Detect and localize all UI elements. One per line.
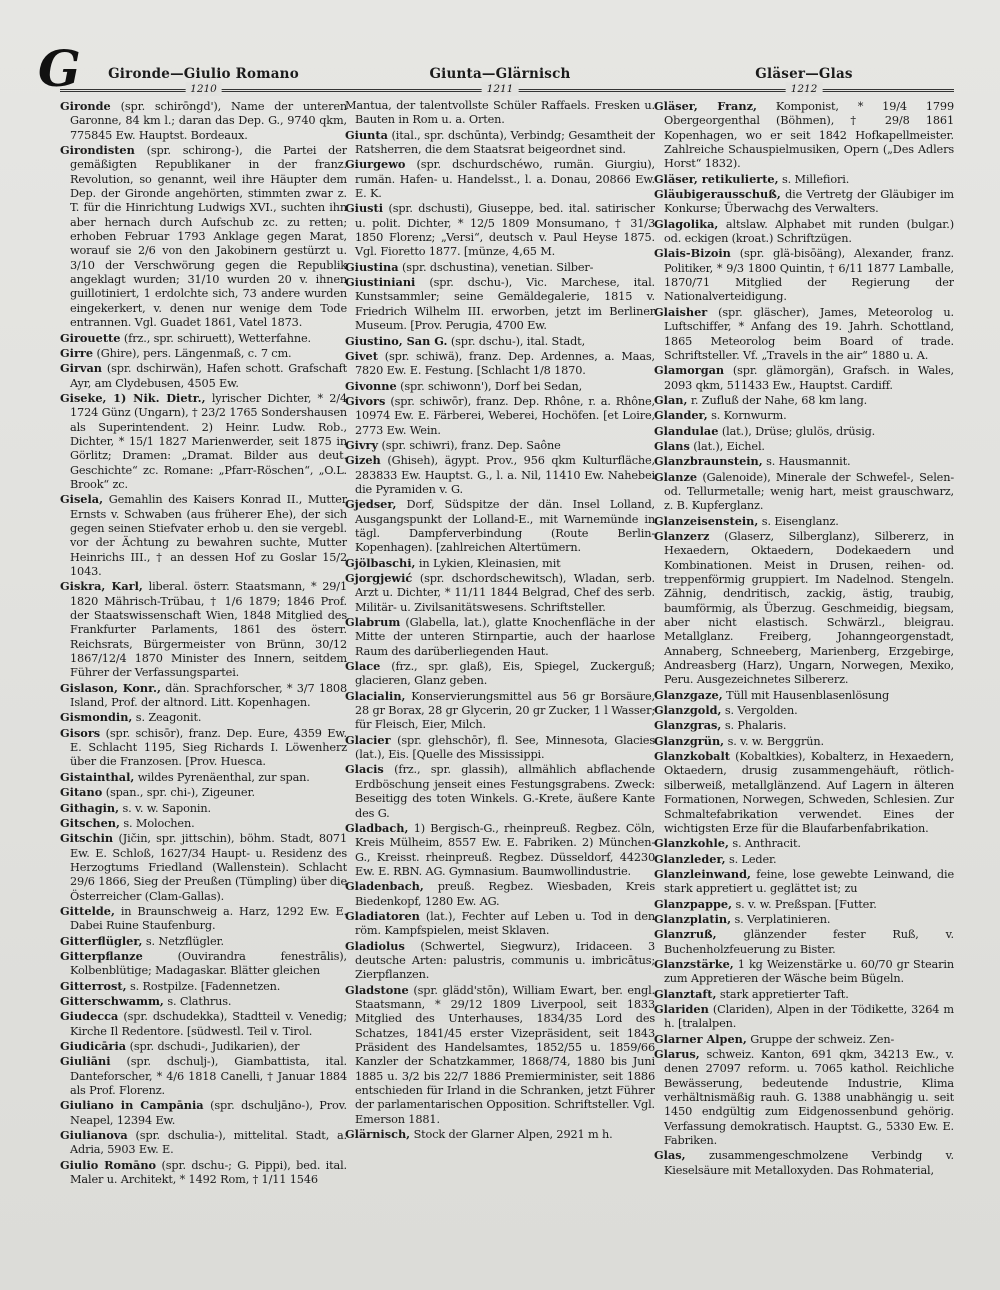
entry-text: (spr. dschu-), Vic. Marchese, ital. Kunstsammler; seine Gemäldegalerie, 1815 v. Friedrich Wilhelm III. erworben, jetzt im Berliner Museum. [Prov. Perugia, 4700 Ew. — [355, 276, 655, 333]
entry-text: (spr. schiwä), franz. Dep. Ardennes, a. Maas, 7820 Ew. E. Festung. [Schlacht 1/8 1870. — [355, 349, 655, 378]
entry-text: feine, lose gewebte Leinwand, die stark appretiert u. geglättet ist; zu — [664, 867, 954, 896]
column-header: Giunta—Glärnisch — [429, 66, 571, 82]
dictionary-entry — [345, 157, 655, 201]
entry-text: (spr. dschuljāno-), Prov. Neapel, 12394 Ew. — [70, 1099, 347, 1127]
entry-headword: Gladbach, — [345, 820, 409, 835]
dictionary-entry — [345, 762, 655, 820]
page-number: 1210 — [185, 82, 222, 96]
dictionary-entry — [654, 1002, 954, 1032]
entry-text: (Glaserz, Silberglanz), Silbererz, in Hexaedern, Oktaedern, Dodekaedern und Kombinationen. Meist in Drusen, reihen- od. treppenförmig gruppiert. Im Nadelnod. Stengeln. Zähnig, dendritisch, zackig, ästig, traubig, baumförmig, als Überzug. Geschmeidig, biegsam, aber nicht elastisch. Schwärzl., bleigrau. Metallglanz. Freiberg, Johanngeorgenstadt, Annaberg, Schneeberg, Marienberg, Erzgebirge, Andreasberg (Harz), Ungarn, Norwegen, Mexiko, Peru. Ausgezeichnetes Silbererz. — [664, 529, 954, 687]
dictionary-entry — [654, 897, 954, 912]
dictionary-entry — [654, 927, 954, 957]
entry-text: Komponist, * 19/4 1799 Obergeorgenthal (Böhmen), † 29/8 1861 Kopenhagen, wo er seit 1842 Hofkapellmeister. Zahlreiche Schauspielmusiken, Opern („Des Adlers Horst“ 1832). — [664, 100, 954, 171]
dictionary-entry — [60, 785, 347, 800]
entry-headword: Glace — [345, 659, 381, 674]
entry-text: (frz., spr. glassih), allmählich abflachende Erdböschung jenseit eines Festungsgrabens. Zweck: Beseitigg des toten Winkels. G.-Krete, äußere Kante des G. — [355, 763, 655, 820]
dictionary-entry — [60, 801, 347, 816]
entry-headword: Gironde — [60, 99, 111, 113]
dictionary-entry — [60, 1158, 347, 1188]
entry-text: in Braunschweig a. Harz, 1292 Ew. E. Dabei Ruine Staufenburg. — [70, 904, 347, 933]
entry-text: (spr. dschirwän), Hafen schott. Grafschaft Ayr, am Clydebusen, 4505 Ew. — [70, 362, 347, 390]
entry-text: Mantua, der talentvollste Schüler Raffaels. Fresken u. Bauten in Rom u. a. Orten. — [345, 99, 655, 127]
entry-text: (spr. glä-bisōäng), Alexander, franz. Politiker, * 9/3 1800 Quintin, † 6/11 1877 Lamballe, 1870/71 Mitglied der Regierung der Nationalverteidigung. — [664, 247, 954, 304]
entry-text: s. v. w. Preßspan. [Futter. — [735, 897, 877, 911]
entry-text: (lat.), Eichel. — [693, 439, 765, 453]
entry-text: s. Clathrus. — [167, 994, 232, 1008]
entry-headword: Girouette — [60, 330, 121, 345]
page-number-rule — [60, 84, 347, 96]
entry-headword: Glanzgold, — [654, 703, 722, 718]
entry-headword: Glaisher — [654, 304, 708, 319]
entry-text: (Schwertel, Siegwurz), Iridaceen. 3 deutsche Arten: palustris, communis u. imbricātus; Zierpflanzen. — [355, 939, 655, 982]
entry-headword: Gitschin — [60, 831, 114, 846]
entry-headword: Glanzkohle, — [654, 836, 729, 851]
entry-text: (frz., spr. glaß), Eis, Spiegel, Zuckerguß; glacieren, Glanz geben. — [355, 660, 655, 688]
entry-headword: Glans — [654, 438, 690, 453]
entry-text: (spr. schiwōr), franz. Dep. Rhône, r. a. Rhône, 10974 Ew. E. Färberei, Weberei, Hochöfen. [et Loire, 2773 Ew. Wein. — [355, 394, 655, 437]
entry-headword: Glandulae — [654, 423, 719, 438]
dictionary-entry — [654, 363, 954, 393]
entry-text: (spr. dschulj-), Giambattista, ital. Danteforscher, * 4/6 1818 Canelli, † Januar 1884 als Prof. Florenz. — [70, 1055, 347, 1098]
dictionary-entry — [60, 979, 347, 994]
dictionary-entry — [654, 424, 954, 439]
entry-text: s. Hausmannit. — [766, 455, 851, 469]
entry-text: stark appretierter Taft. — [719, 987, 849, 1001]
entry-headword: Glacis — [345, 762, 384, 777]
dictionary-entry — [60, 710, 347, 725]
entry-headword: Gizeh — [345, 453, 381, 468]
entry-text: s. Leder. — [728, 852, 777, 866]
entry-headword: Giudecca — [60, 1009, 119, 1024]
entry-text: (spr. dschusti), Giuseppe, bed. ital. satirischer u. polit. Dichter, * 12/5 1809 Monsumano, † 31/3 1850 Florenz; „Versi“, deutsch v. Paul Heyse 1875. Vgl. Fioretto 1877. [münze, 4,65 M. — [355, 202, 655, 259]
entry-text: s. Phalaris. — [724, 719, 787, 733]
entry-headword: Gjorgjewić — [345, 571, 413, 585]
entry-headword: Giunta — [345, 127, 388, 142]
dictionary-entry — [654, 703, 954, 718]
entry-text: in Lykien, Kleinasien, mit — [418, 556, 561, 570]
dictionary-entry — [345, 939, 655, 983]
dictionary-entry — [60, 1039, 347, 1054]
entry-headword: Giudicāria — [60, 1039, 127, 1053]
dictionary-entry — [345, 128, 655, 158]
entry-text: (Ouvirandra fenestrālis), Kolbenblütige; Madagaskar. Blätter gleichen — [70, 949, 347, 978]
dictionary-entry — [60, 1054, 347, 1098]
entry-text: (spr. dschurdschéwo, rumän. Giurgiu), rumän. Hafen- u. Handelsst., l. a. Donau, 20866 Ew. E. K. — [355, 158, 655, 201]
entry-text: (spr. schisōr), franz. Dep. Eure, 4359 Ew. E. Schlacht 1195, Sieg Richards I. Löwenherz über die Franzosen. [Prov. Huesca. — [70, 726, 347, 769]
entry-text: dän. Sprachforscher, * 3/7 1808 Island, Prof. der altnord. Litt. Kopenhagen. — [70, 681, 347, 710]
entry-headword: Glan, — [654, 392, 688, 407]
entry-headword: Glagolika, — [654, 216, 719, 231]
entry-text: (Galenoide), Minerale der Schwefel-, Selen- od. Tellurmetalle; wenig hart, meist grauschwarz, z. B. Kupferglanz. — [664, 470, 954, 513]
entry-headword: Gitschen, — [60, 815, 120, 830]
entry-headword: Glacier — [345, 732, 391, 747]
entry-text: (Jičin, spr. jittschin), böhm. Stadt, 8071 Ew. E. Schloß, 1627/34 Haupt- u. Residenz des Herzogtums Friedland (Wallenstein). Schlacht 29/6 1866, Sieg der Preußen (Tümpling) über die Österreicher (Clam-Gallas). — [70, 832, 347, 903]
entry-text: zusammengeschmolzene Verbindg v. Kieselsäure mit Metalloxyden. Das Rohmaterial, — [664, 1149, 954, 1177]
entry-headword: Gladiolus — [345, 938, 405, 953]
entry-headword: Gjölbaschi, — [345, 555, 416, 570]
entry-text: lyrischer Dichter, * 2/4 1724 Günz (Ungarn), † 23/2 1765 Sondershausen als Superintendent. 2) Heinr. Ludw. Rob., Dichter, * 15/1 1827 Marienwerder, seit 1875 in Görlitz; Dramen: „Dramat. Bilder aus deut. Geschichte“ zc. Romane: „Pfarr-Röschen“, „O.L. Brook“ zc. — [70, 391, 347, 491]
entry-headword: Glander, — [654, 408, 708, 423]
dictionary-entry — [60, 143, 347, 330]
dictionary-entry — [654, 439, 954, 454]
entry-text: (Ghire), pers. Längenmaß, c. 7 cm. — [96, 346, 292, 360]
column-header: Gironde—Giulio Romano — [108, 66, 299, 82]
entry-headword: Giustino, San G. — [345, 333, 448, 348]
dictionary-entry — [654, 987, 954, 1002]
entry-headword: Glanze — [654, 469, 698, 484]
column-3 — [654, 64, 954, 1284]
entry-headword: Givonne — [345, 378, 397, 393]
dictionary-entry — [654, 688, 954, 703]
dictionary-entry — [654, 1047, 954, 1148]
dictionary-entry — [654, 1032, 954, 1047]
dictionary-entry — [60, 726, 347, 770]
dictionary-entry — [345, 99, 655, 128]
dictionary-entry — [345, 821, 655, 879]
entry-headword: Givors — [345, 393, 386, 408]
entry-headword: Gitano — [60, 785, 103, 800]
entry-headword: Giskra, Karl, — [60, 579, 143, 594]
dictionary-entry — [345, 733, 655, 763]
entry-text: (spr. dschudekka), Stadtteil v. Venedig; Kirche Il Redentore. [südwestl. Teil v. Tirol. — [70, 1010, 347, 1038]
entry-headword: Gläser, Franz, — [654, 99, 757, 113]
entry-headword: Girre — [60, 345, 94, 360]
dictionary-entry — [345, 879, 655, 909]
entry-headword: Gladstone — [345, 982, 409, 997]
dictionary-entry — [345, 260, 655, 275]
dictionary-entry — [345, 453, 655, 497]
dictionary-entry — [60, 1128, 347, 1158]
entry-headword: Gittelde, — [60, 903, 115, 918]
entry-headword: Gitterrost, — [60, 978, 127, 993]
entry-headword: Glarus, — [654, 1047, 700, 1061]
dictionary-entry — [654, 99, 954, 172]
entry-text: (spr. glehschōr), fl. See, Minnesota, Glacies (lat.), Eis. [Quelle des Mississippi. — [355, 733, 655, 762]
entry-headword: Glas, — [654, 1148, 686, 1163]
dictionary-entry — [345, 615, 655, 659]
entry-headword: Gistainthal, — [60, 769, 135, 784]
dictionary-entry — [60, 994, 347, 1009]
dictionary-entry — [345, 983, 655, 1127]
entry-text: (ital., spr. dschūnta), Verbindg; Gesamtheit der Ratsherren, die dem Staatsrat beigeordnet sind. — [355, 128, 655, 157]
entry-text: (spr. glädd'stōn), William Ewart, ber. engl. Staatsmann, * 29/12 1809 Liverpool, seit 1833 Mitglied des Unterhauses, 1834/35 Lord des Schatzes, 1841/45 erster Vizepräsident, seit 1843 Präsident des Handelsamtes, 1852/55 u. 1859/66 Kanzler der Schatzkammer, 1868/74, 1880 bis Juni 1885 u. 3/2 bis 22/7 1886 Premierminister, seit 1886 entschieden für Irland in die Schranken, jetzt Führer der parlamentarischen Opposition. Schriftsteller. Vgl. Emerson 1881. — [355, 983, 655, 1126]
entry-headword: Gladiatoren — [345, 908, 420, 923]
entry-text: s. Kornwurm. — [711, 409, 787, 423]
entry-text: (spr. dschu-; G. Pippi), bed. ital. Maler u. Architekt, * 1492 Rom, † 1/11 1546 — [70, 1158, 347, 1187]
dictionary-entry — [654, 912, 954, 927]
entry-text: (Ghiseh), ägypt. Prov., 956 qkm Kulturfläche, 283833 Ew. Hauptst. G., l. a. Nil, 11410 Ew. Nahebei die Pyramiden v. G. — [355, 454, 655, 496]
entry-text: (spr. dschudi-, Judikarien), der — [129, 1040, 300, 1053]
entry-text: Gemahlin des Kaisers Konrad II., Mutter Ernsts v. Schwaben (aus früherer Ehe), der sich gegen seinen Stiefvater erhob u. den sie vergebl. vor der Ächtung zu bewahren suchte, Mutter Heinrichs III., † an dessen Hof zu Goslar 15/2 1043. — [70, 493, 347, 578]
entry-text: (spr. dschustina), venetian. Silber- — [402, 260, 594, 274]
entry-text: (spr. dschu-), ital. Stadt, — [450, 334, 586, 348]
entry-text: (span., spr. chi-), Zigeuner. — [105, 786, 255, 800]
column-2 — [345, 64, 655, 1284]
entry-headword: Glanzstärke, — [654, 956, 734, 971]
page-number-rule — [654, 84, 954, 96]
dictionary-entry — [60, 99, 347, 143]
entry-text: (spr. glämorgän), Grafsch. in Wales, 2093 qkm, 511433 Ew., Hauptst. Cardiff. — [664, 364, 954, 392]
page-number: 1211 — [482, 82, 519, 96]
entry-headword: Giustiniani — [345, 275, 416, 290]
entry-headword: Glärnisch, — [345, 1127, 411, 1142]
dictionary-entry — [60, 331, 347, 346]
entry-headword: Glanzplatin, — [654, 911, 732, 926]
dictionary-entry — [60, 949, 347, 979]
entry-headword: Glanzleder, — [654, 851, 726, 866]
entry-headword: Glanzkobalt — [654, 749, 730, 764]
entry-text: s. Zeagonit. — [135, 711, 202, 725]
entry-headword: Glabrum — [345, 615, 401, 630]
dictionary-entry — [60, 346, 347, 361]
entry-headword: Girvan — [60, 361, 102, 376]
entry-headword: Glanzeisenstein, — [654, 513, 759, 528]
entry-text: wildes Pyrenäenthal, zur span. — [137, 770, 310, 784]
entry-text: (spr. schirōngd'), Name der unteren Garonne, 84 km l.; daran das Dep. G., 9740 qkm, 775845 Ew. Hauptst. Bordeaux. — [70, 100, 347, 142]
entry-text: (spr. dschordschewitsch), Wladan, serb. Arzt u. Dichter, * 11/11 1844 Belgrad, Chef des serb. Militär- u. Zivilsanitätswesens. Schriftsteller. — [355, 572, 655, 614]
entry-headword: Glanzleinwand, — [654, 866, 751, 881]
entry-text: (Kobaltkies), Kobalterz, in Hexaedern, Oktaedern, drusig zusammengehäuft, rötlich-silberweiß, metallglänzend. Auf Lagern in älteren Formationen, Norwegen, Schweden, Schlesien. Zur Schmaltefabrikation verwendet. Eines der wichtigsten Erze für die Blaufarbenfabrikation. — [664, 750, 954, 835]
entry-headword: Gläubigerausschuß, — [654, 187, 781, 202]
dictionary-entry — [654, 1148, 954, 1178]
dictionary-entry — [345, 556, 655, 571]
entry-headword: Glais-Bizoin — [654, 246, 731, 261]
dictionary-entry — [60, 681, 347, 711]
entry-text: s. Vergolden. — [724, 704, 798, 718]
entry-headword: Gitterpflanze — [60, 948, 143, 963]
entry-text: s. Millefiori. — [782, 172, 850, 186]
entry-headword: Glariden — [654, 1001, 709, 1016]
entry-text: s. Rostpilze. [Fadennetzen. — [129, 979, 281, 993]
entry-headword: Giurgewo — [345, 157, 406, 172]
dictionary-entry — [345, 349, 655, 379]
entry-headword: Glanztaft, — [654, 986, 717, 1001]
dictionary-entry — [654, 393, 954, 408]
entry-headword: Giustina — [345, 259, 399, 274]
dictionary-entry — [654, 957, 954, 987]
entry-headword: Glanzgaze, — [654, 687, 723, 702]
dictionary-entry — [345, 497, 655, 555]
entry-headword: Glanzgrün, — [654, 733, 725, 748]
entry-headword: Givry — [345, 437, 379, 452]
dictionary-entry — [654, 408, 954, 423]
entry-headword: Gislason, Konr., — [60, 680, 161, 695]
section-letter: G — [38, 39, 81, 98]
entry-headword: Gisors — [60, 725, 101, 740]
entry-headword: Glanzgras, — [654, 718, 722, 733]
dictionary-entry — [654, 187, 954, 217]
dictionary-entry — [345, 571, 655, 615]
dictionary-entry — [345, 1127, 655, 1142]
entry-text: Konservierungsmittel aus 56 gr Borsäure, 28 gr Borax, 28 gr Glycerin, 20 gr Zucker, 1 l Wasser; für Fleisch, Eier, Milch. — [355, 689, 655, 732]
dictionary-entry — [345, 394, 655, 438]
entry-text: s. v. w. Berggrün. — [727, 734, 824, 748]
entry-text: (spr. gläscher), James, Meteorolog u. Luftschiffer, * Anfang des 19. Jahrh. Schottland, 1865 Meteorolog beim Board of trade. Schriftsteller. Vf. „Travels in the air“ 1880 u. A. — [664, 305, 954, 362]
entry-headword: Giseke, 1) Nik. Dietr., — [60, 390, 206, 405]
entry-text: Gruppe der schweiz. Zen- — [750, 1032, 895, 1046]
dictionary-entry — [345, 201, 655, 259]
entry-text: Tüll mit Hausenblasenlösung — [726, 688, 890, 702]
column-1 — [60, 64, 347, 1284]
entry-text: (spr. schirong-), die Partei der gemäßigten Republikaner in der franz. Revolution, so genannt, weil ihre Häupter dem Dep. der Gironde angehörten, stimmten zwar z. T. für die Hinrichtung Ludwigs XVI., suchten ihn aber hernach durch Aufschub zc. zu retten; erhoben Februar 1793 Anklage gegen Marat, worauf sie 2/6 von den Jakobinern gestürzt u. 3/10 der Verschwörung gegen die Republik angeklagt wurden; 31/10 wurden 20 v. ihnen guillotiniert, 1 erdolchte sich, 73 andere wurden eingekerkert, v. denen nur wenige dem Tode entrannen. Vgl. Guadet 1861, Vatel 1873. — [70, 144, 347, 330]
entry-headword: Githagin, — [60, 800, 120, 815]
dictionary-entry — [345, 438, 655, 453]
dictionary-entry — [654, 454, 954, 469]
entry-headword: Glanzbraunstein, — [654, 454, 763, 469]
entry-headword: Giulio Romāno — [60, 1157, 157, 1172]
dictionary-entry — [654, 734, 954, 749]
dictionary-entry — [60, 934, 347, 949]
dictionary-entry — [654, 529, 954, 688]
entry-text: r. Zufluß der Nahe, 68 km lang. — [690, 393, 868, 407]
entry-headword: Glanzpappe, — [654, 896, 733, 911]
dictionary-entry — [60, 492, 347, 579]
dictionary-entry — [654, 305, 954, 363]
dictionary-entry — [345, 379, 655, 394]
entry-headword: Glamorgan — [654, 363, 725, 378]
entry-text: s. Verplatinieren. — [734, 912, 831, 926]
dictionary-entry — [60, 1098, 347, 1128]
dictionary-entry — [345, 275, 655, 333]
entry-headword: Gladenbach, — [345, 879, 424, 894]
dictionary-entry — [654, 867, 954, 897]
entry-headword: Giuliano in Campānia — [60, 1098, 204, 1113]
dictionary-entry — [60, 579, 347, 680]
dictionary-entry — [60, 391, 347, 492]
entry-headword: Giuliāni — [60, 1054, 111, 1069]
dictionary-entry — [60, 361, 347, 391]
entry-text: preuß. Regbez. Wiesbaden, Kreis Biedenkopf, 1280 Ew. AG. — [355, 880, 655, 908]
entry-text: (frz., spr. schiruett), Wetterfahne. — [123, 331, 311, 345]
entry-headword: Gjedser, — [345, 497, 397, 512]
entry-headword: Glarner Alpen, — [654, 1031, 747, 1046]
dictionary-entry — [654, 749, 954, 836]
page-number-rule — [345, 84, 655, 96]
dictionary-entry — [60, 770, 347, 785]
entry-text: (lat.), Drüse; glulös, drüsig. — [721, 424, 876, 438]
entry-text: die Vertretg der Gläubiger im Konkurse; Überwachg des Verwalters. — [664, 188, 954, 216]
entry-text: s. Anthracit. — [732, 837, 801, 851]
dictionary-entry — [345, 909, 655, 939]
dictionary-entry — [654, 217, 954, 247]
entry-headword: Gitterflügler, — [60, 933, 143, 948]
entry-headword: Glanzruß, — [654, 927, 717, 942]
column-header: Gläser—Glas — [755, 66, 853, 82]
dictionary-entry — [345, 334, 655, 349]
dictionary-entry — [345, 689, 655, 733]
entry-text: Stock der Glarner Alpen, 2921 m h. — [413, 1128, 613, 1142]
dictionary-entry — [654, 718, 954, 733]
entry-text: s. Molochen. — [123, 816, 195, 830]
entry-text: 1) Bergisch-G., rheinpreuß. Regbez. Cöln, Kreis Mülheim, 8557 Ew. E. Fabriken. 2) München-G., Kreisst. rheinpreuß. Regbez. Düsseldorf, 44230 Ew. E. RBN. AG. Gymnasium. Baumwollindustrie. — [355, 821, 655, 878]
entry-headword: Giusti — [345, 201, 384, 216]
entry-text: (Glabella, lat.), glatte Knochenfläche in der Mitte der unteren Stirnpartie, auch der haarlose Raum des darüberliegenden Haut. — [355, 616, 655, 658]
entry-text: (spr. schiwri), franz. Dep. Saône — [381, 438, 561, 452]
entry-text: liberal. österr. Staatsmann, * 29/1 1820 Mährisch-Trübau, † 1/6 1879; 1846 Prof. der Staatswissenschaft Wien, 1848 Mitglied des Frankfurter Parlaments, 1861 des österr. Reichsrats, Bürgermeister von Brünn, 30/12 1867/12/4 1870 Minister des Innern, seitdem Führer der Verfassungspartei. — [70, 580, 347, 680]
dictionary-entry — [60, 904, 347, 934]
entry-headword: Glacialin, — [345, 688, 406, 703]
entry-headword: Givet — [345, 348, 378, 363]
page-number: 1212 — [786, 82, 823, 96]
entry-text: glänzender fester Ruß, v. Buchenholzfeuerung zu Bister. — [664, 928, 954, 956]
entry-headword: Gisela, — [60, 492, 104, 507]
entry-headword: Gismondin, — [60, 710, 133, 725]
dictionary-entry — [654, 246, 954, 304]
entry-text: s. Eisenglanz. — [761, 514, 839, 528]
dictionary-entry — [60, 1009, 347, 1039]
dictionary-entry — [654, 514, 954, 529]
entry-text: 1 kg Weizenstärke u. 60/70 gr Stearin zum Appretieren der Wäsche beim Bügeln. — [664, 957, 954, 986]
entry-text: (lat.), Fechter auf Leben u. Tod in den röm. Kampfspielen, meist Sklaven. — [355, 909, 655, 938]
entry-headword: Girondisten — [60, 143, 135, 158]
dictionary-entry — [60, 816, 347, 831]
entry-text: altslaw. Alphabet mit runden (bulgar.) od. eckigen (kroat.) Schriftzügen. — [664, 217, 954, 246]
dictionary-entry — [654, 172, 954, 187]
entry-headword: Gitterschwamm, — [60, 993, 164, 1008]
dictionary-entry — [654, 836, 954, 851]
entry-text: (Clariden), Alpen in der Tödikette, 3264 m h. [tralalpen. — [664, 1002, 954, 1031]
entry-text: (spr. schiwonn'), Dorf bei Sedan, — [400, 379, 583, 393]
entry-text: s. v. w. Saponin. — [122, 801, 211, 815]
entry-headword: Gläser, retikulierte, — [654, 171, 779, 186]
entry-headword: Glanzerz — [654, 528, 710, 543]
dictionary-entry — [654, 470, 954, 514]
entry-text: (spr. dschulia-), mittelital. Stadt, a. Adria, 5903 Ew. E. — [70, 1129, 347, 1157]
dictionary-entry — [654, 852, 954, 867]
dictionary-entry — [345, 659, 655, 689]
entry-text: Dorf, Südspitze der dän. Insel Lolland, Ausgangspunkt der Lolland-E., mit Warnemünde in tägl. Dampferverbindung (Route Berlin-Kopenhagen). [zahlreichen Altertümern. — [355, 498, 655, 555]
entry-text: s. Netzflügler. — [145, 934, 224, 948]
entry-headword: Giulianova — [60, 1128, 128, 1143]
dictionary-entry — [60, 831, 347, 904]
entry-text: schweiz. Kanton, 691 qkm, 34213 Ew., v. denen 27097 reform. u. 7065 kathol. Reichliche Bewässerung, bedeutende Industrie, Klima verhältnismäßig rauh. G. 1388 unabhängig u. seit 1450 endgültig zum Eidgenossenbund gehörig. Verfassung demokratisch. Hauptst. G., 5330 Ew. E. Fabriken. — [664, 1048, 954, 1148]
